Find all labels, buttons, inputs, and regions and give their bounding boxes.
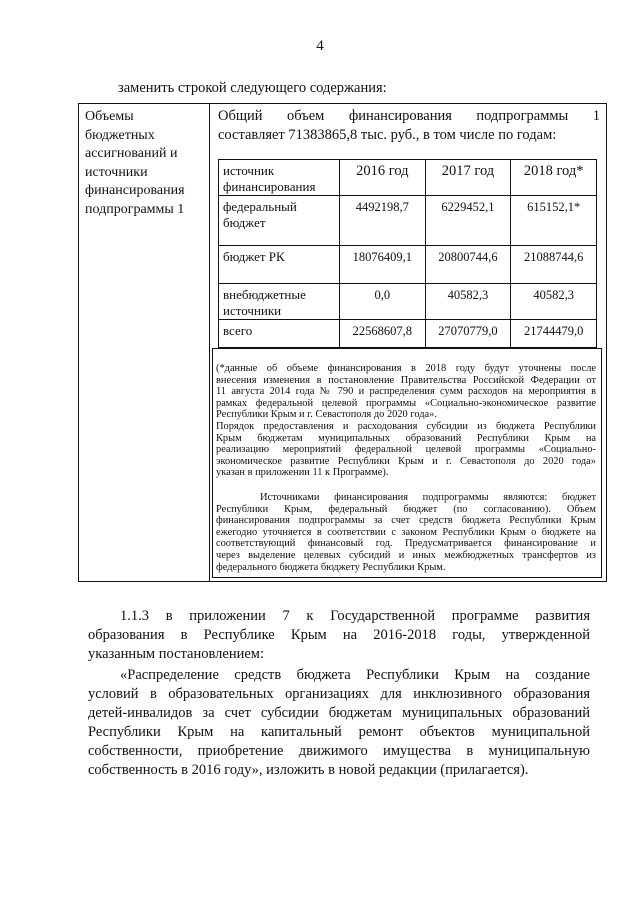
footnote-line: указан в приложении 11 к Программе). xyxy=(216,467,389,479)
row-value: 6229452,1 xyxy=(425,196,511,246)
page-number: 4 xyxy=(316,38,324,54)
header-source: источник финансирования xyxy=(219,160,340,196)
table-row xyxy=(219,246,597,284)
table-row xyxy=(219,196,597,246)
paragraph-1-1-3 xyxy=(88,607,590,664)
row-value: 40582,3 xyxy=(511,284,597,320)
sources-line: через выделение целевых субсидий и иных межбюджетных трансфертов из xyxy=(216,549,596,561)
paragraph-line: собственность в 2016 году», изложить в новой редакции (прилагается). xyxy=(88,762,529,778)
header-year: 2017 год xyxy=(425,160,511,196)
left-cell-line: ассигнований и xyxy=(85,146,178,161)
table-row xyxy=(219,284,597,320)
total-word: 1 xyxy=(592,108,600,124)
footnote-line: (*данные об объеме финансирования в 2018 году будут уточнены после xyxy=(216,363,596,374)
row-value: 4492198,7 xyxy=(340,196,426,246)
footnote-line: внесения изменения в постановление Правительства Российской Федерации от xyxy=(216,374,596,386)
row-value: 615152,1* xyxy=(511,196,597,246)
footnote xyxy=(216,363,596,479)
paragraph-line: 1.1.3 в приложении 7 к Государственной программе развития xyxy=(120,608,590,624)
row-value: 22568607,8 xyxy=(340,320,426,348)
paragraph-line: условий в образовательных организациях для инклюзивного образования xyxy=(88,686,590,702)
paragraph-line: собственности, приобретение движимого имущества в муниципальную xyxy=(88,743,590,759)
paragraph-line: «Распределение средств бюджета Республики Крым на создание xyxy=(120,667,590,683)
row-value: 20800744,6 xyxy=(425,246,511,284)
total-line-1 xyxy=(218,108,600,125)
passport-column-divider xyxy=(209,103,210,582)
footnote-line: реализацию мероприятий федеральной целевой программы «Социально- xyxy=(216,444,596,456)
financing-table xyxy=(218,159,597,348)
row-value: 40582,3 xyxy=(425,284,511,320)
paragraph-line: Республики Крым на капитальный ремонт объектов муниципальной xyxy=(88,724,590,740)
footnote-line: 11 августа 2014 года № 790 и распределения сумм расходов на мероприятия в xyxy=(216,386,596,398)
total-word: Общий xyxy=(218,108,263,124)
sources-line: Республики Крым, федеральный бюджет (по согласованию). Объем xyxy=(216,503,596,515)
row-value: 18076409,1 xyxy=(340,246,426,284)
row-value: 21088744,6 xyxy=(511,246,597,284)
row-source: внебюджетные источники xyxy=(219,284,340,320)
left-cell-line: Объемы xyxy=(85,109,134,124)
table-row xyxy=(219,320,597,348)
row-source: всего xyxy=(219,320,340,348)
total-line-2: составляет 71383865,8 тыс. руб., в том числе по годам: xyxy=(218,127,557,143)
total-word: объем xyxy=(286,108,325,124)
row-value: 27070779,0 xyxy=(425,320,511,348)
row-value: 21744479,0 xyxy=(511,320,597,348)
row-source: бюджет РК xyxy=(219,246,340,284)
row-value: 0,0 xyxy=(340,284,426,320)
paragraph-quote xyxy=(88,666,590,780)
footnote-line: рамках федеральной целевой программы «Социально-экономическое развитие xyxy=(216,397,596,409)
total-word: финансирования xyxy=(348,108,452,124)
paragraph-line: указанным постановлением: xyxy=(88,646,264,662)
left-cell-line: подпрограммы 1 xyxy=(85,201,185,217)
left-cell xyxy=(85,108,207,219)
header-year: 2016 год xyxy=(340,160,426,196)
sources-line: ежегодно уточняется в соответствии с законом Республики Крым о бюджете на xyxy=(216,526,596,538)
row-source: федеральный бюджет xyxy=(219,196,340,246)
footnote-line: экономическое развитие Республики Крым и г. Севастополя до 2020 года» xyxy=(216,455,596,467)
sources-note xyxy=(216,492,596,573)
sources-line: финансирования подпрограммы за счет средств бюджета Республики Крым xyxy=(216,515,596,527)
sources-line: Источниками финансирования подпрограммы являются: бюджет xyxy=(260,492,596,503)
total-word: подпрограммы xyxy=(476,108,569,124)
paragraph-line: детей-инвалидов за счет субсидии бюджетам муниципальных образований xyxy=(88,705,590,721)
left-cell-line: источники xyxy=(85,164,148,180)
footnote-line: Республики Крым и г. Севастополя до 2020 года». xyxy=(216,409,437,421)
paragraph-line: образования в Республике Крым на 2016-2018 годы, утвержденной xyxy=(88,627,590,643)
sources-line: соответствующий финансовый год. Предусматривается финансирование и xyxy=(216,538,596,550)
header-year: 2018 год* xyxy=(511,160,597,196)
footnote-line: Порядок предоставления и расходования субсидии из бюджета Республики xyxy=(216,420,596,432)
footnote-line: Крым бюджетам муниципальных образований Республики Крым на xyxy=(216,432,596,444)
left-cell-line: бюджетных xyxy=(85,127,155,143)
left-cell-line: финансирования xyxy=(85,183,185,198)
sources-line: федерального бюджета бюджету Республики Крым. xyxy=(216,561,446,573)
intro-line: заменить строкой следующего содержания: xyxy=(118,80,387,96)
